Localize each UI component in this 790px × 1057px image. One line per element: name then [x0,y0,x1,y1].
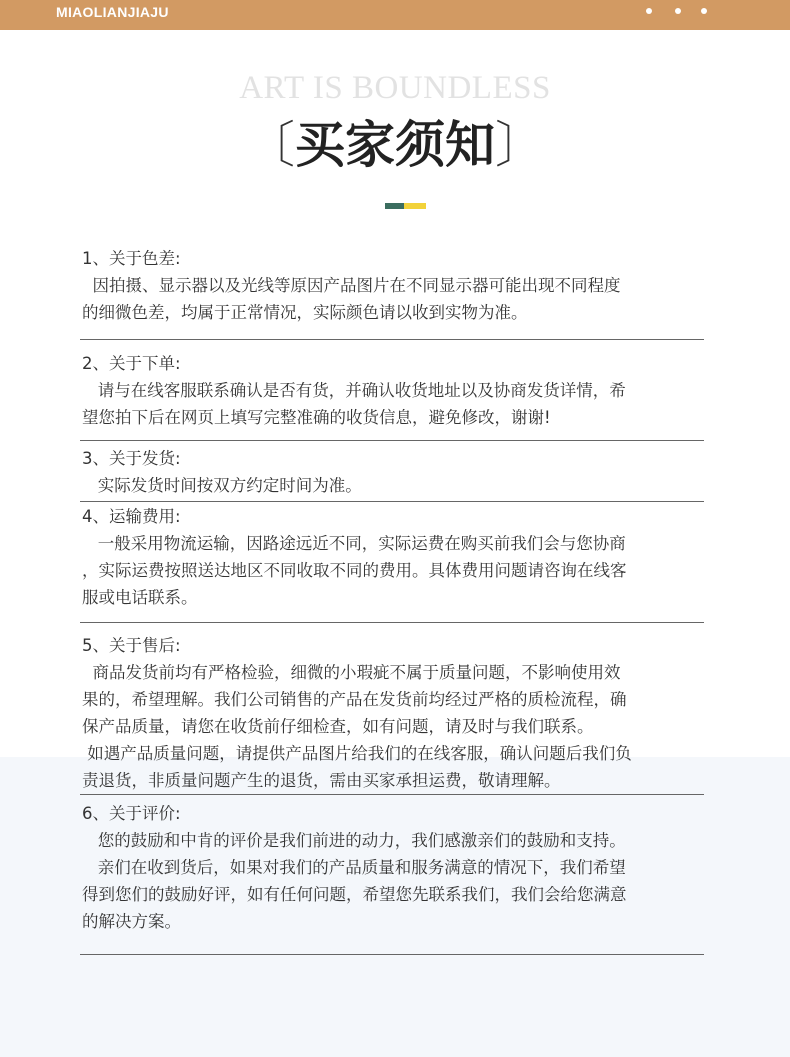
brand-name: MIAOLIANJIAJU [56,4,169,20]
page-title [0,110,790,180]
divider [80,339,704,340]
section-heading: 4、运输费用: [82,507,181,526]
divider [80,440,704,441]
title-bracket-open: 〔 [245,116,295,174]
section-after-sales [82,632,704,794]
section-line: 如遇产品质量问题，请提供产品图片给我们的在线客服，确认问题后我们负 [82,744,632,763]
section-heading: 3、关于发货: [82,449,181,468]
title-bracket-close: 〕 [495,116,545,174]
section-freight [82,503,704,611]
hero-subtitle: ART IS BOUNDLESS [239,70,551,106]
section-line: 的解决方案。 [82,912,181,931]
section-line: 望您拍下后在网页上填写完整准确的收货信息，避免修改，谢谢! [82,408,551,427]
accent-bar-green [385,203,404,209]
section-line: 您的鼓励和中肯的评价是我们前进的动力，我们感激亲们的鼓励和支持。 [82,831,626,850]
divider [80,794,704,795]
divider [80,622,704,623]
dot-icon [675,8,681,14]
section-heading: 5、关于售后: [82,636,181,655]
section-shipping [82,445,704,499]
dot-icon [646,8,652,14]
divider [80,501,704,502]
section-line: 的细微色差，均属于正常情况，实际颜色请以收到实物为准。 [82,303,528,322]
accent-bar-yellow [404,203,426,209]
section-line: 一般采用物流运输，因路途远近不同，实际运费在购买前我们会与您协商 [82,534,626,553]
section-heading: 2、关于下单: [82,354,181,373]
divider [80,954,704,955]
dot-icon [701,8,707,14]
section-line: 商品发货前均有严格检验，细微的小瑕疵不属于质量问题，不影响使用效 [82,663,621,682]
section-line: 得到您们的鼓励好评，如有任何问题，希望您先联系我们，我们会给您满意 [82,885,627,904]
section-line: 请与在线客服联系确认是否有货，并确认收货地址以及协商发货详情，希 [82,381,626,400]
section-line: 果的，希望理解。我们公司销售的产品在发货前均经过严格的质检流程，确 [82,690,627,709]
section-heading: 6、关于评价: [82,804,181,823]
section-ordering [82,350,704,431]
section-line: 因拍摄、显示器以及光线等原因产品图片在不同显示器可能出现不同程度 [82,276,621,295]
title-text: 买家须知 [295,115,495,174]
section-line: ，实际运费按照送达地区不同收取不同的费用。具体费用问题请咨询在线客 [82,561,627,580]
section-line: 保产品质量，请您在收货前仔细检查，如有问题，请及时与我们联系。 [82,717,594,736]
section-line: 服或电话联系。 [82,588,198,607]
section-line: 责退货，非质量问题产生的退货，需由买家承担运费，敬请理解。 [82,771,561,790]
section-line: 实际发货时间按双方约定时间为准。 [82,476,362,495]
section-heading: 1、关于色差: [82,249,181,268]
section-line: 亲们在收到货后，如果对我们的产品质量和服务满意的情况下，我们希望 [82,858,626,877]
section-reviews [82,800,704,935]
top-bar [0,0,790,30]
section-color-difference [82,245,704,326]
